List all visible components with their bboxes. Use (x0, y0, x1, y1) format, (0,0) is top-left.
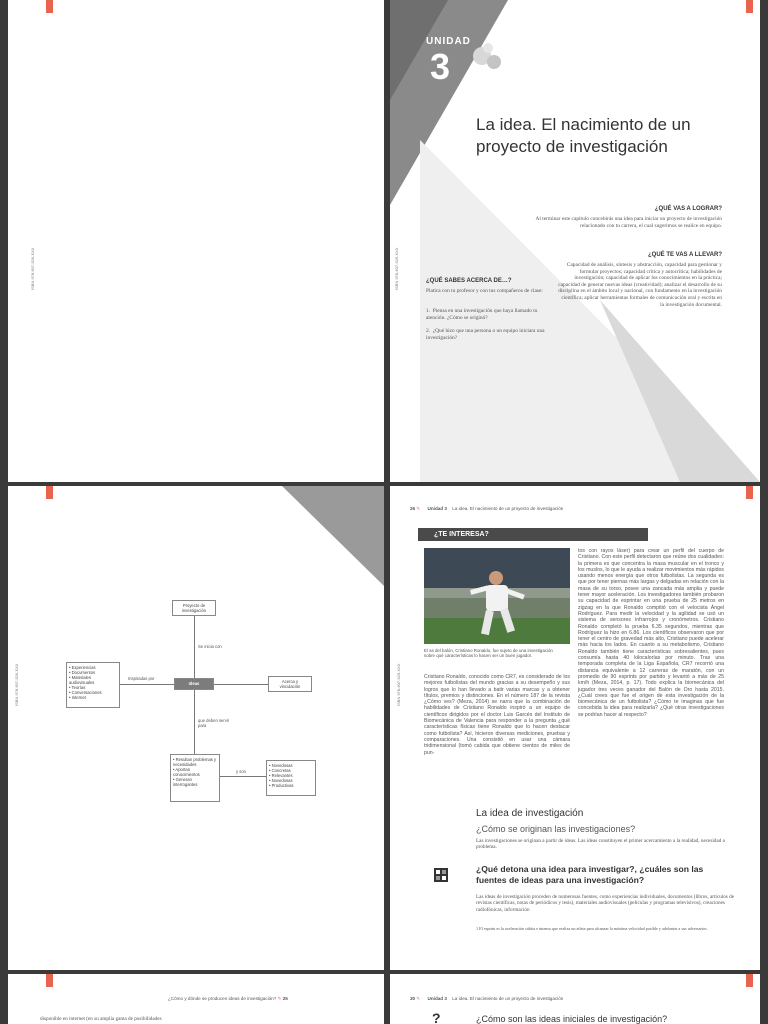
flow-label-inicia: Se inicia con (198, 644, 222, 649)
flow-line (220, 776, 266, 777)
flow-line (214, 684, 268, 685)
content-page-25 (8, 974, 384, 1024)
flow-box-qualities: • Novedosas • Concretas • Relevantes • Novedosas • Productivas (266, 760, 316, 796)
flow-box-sources: • Experiencias • Documentos • Materiales audiovisuales • Teorías • Conversaciones • Internet (66, 662, 120, 708)
blank-page (8, 0, 384, 482)
question-1-text: Piensa en una investigación que haya llamado tu atención. ¿Cómo se originó? (426, 308, 538, 321)
flow-label-sirven: que deben servir para (198, 718, 230, 728)
que-sabes-text: Platica con tu profesor y con tus compañeros de clase: (426, 288, 543, 294)
que-vas-heading: ¿QUÉ VAS A LOGRAR? (654, 206, 722, 212)
page-number: 30 (410, 996, 416, 1001)
header-title: ¿Cómo y dónde se producen ideas de investigación? (168, 996, 277, 1001)
side-code: ISBN 978-607-526-XXX (30, 247, 35, 290)
bookmark-ribbon (46, 0, 53, 13)
article-column-2: tos con rayos láser) para crear un perfil del cuerpo de Cristiano. Con este perfil detectaron que reúne dos cualidades: la primera es que concentra la masa muscular en el tronco y los muslos, lo que le ayuda a realizar movimientos más rápidos usando menos energía que otros futbolistas. La segunda es que por tener piernas más largas y delgadas en relación con la masa de su torso, posee una zancada más amplia y puede tener mayor aceleración. Los investigadores también probaron su capacidad de esprintar en una prueba de 25 metros en zigzag en la que Ronaldo compitió con el velocista Ángel Rodríguez. Para medir la velocidad y la agilidad se usó un sistema de sensores infrarrojos y cronómetros. Cristiano Ronaldo completó la prueba 6.35 segundos, mientras que Rodríguez la hizo en 6.86. Los científicos observaron que por tener el centro de gravedad más alto, Cristiano puede acelerar más hacia los lados. En cuanto a su metabolismo, Cristiano Ronaldo también tiene características sobresalientes, pues consumía hasta 40 kilocalorías por minuto. Tras una temporada completa de la Liga Española, CR7 recorrió una distancia equivalente a 12 carreras de maratón, con un promedio de 90 esprints por partido y levantó a más de 25 km/h (Meza, 2014, p. 17). Todo explica la biomecánica del jugador tres veces ganador del Balón de Oro hasta 2015. ¿Cuál crees que fue el origen de esta investigación de la biomecánica de un futbolista? ¿Cómo te imaginas que fue concebida la idea para realizarla? ¿Qué otras investigaciones se podrían hacer al respecto? (578, 548, 724, 718)
page-number: 25 (282, 996, 288, 1001)
concept-map-page (8, 486, 384, 970)
section-title: La idea de investigación (476, 808, 584, 819)
content-page-30 (390, 974, 760, 1024)
photo-caption: El as del balón, Cristiano Ronaldo, fue sujeto de una investigación sobre qué características lo hacen ser un buen jugador. (424, 648, 553, 659)
side-code: ISBN 978-607-526-XXX (14, 663, 19, 706)
question-2-text: ¿Qué hizo que una persona o un equipo iniciara una investigación? (426, 328, 545, 341)
footnote: 1 El esprint es la aceleración súbita e intensa que realiza un atleta para alcanzar la máxima velocidad posible y adelantar a sus adversarios. (476, 926, 708, 931)
flow-box-ideas: Ideas (174, 678, 214, 690)
section-subtitle: ¿Cómo se originan las investigaciones? (476, 824, 636, 834)
flow-box-purposes: • Resultan problemas y necesidades • Aportan conocimientos • Generan interrogantes (170, 754, 220, 802)
side-code: ISBN 978-607-526-XXX (396, 663, 401, 706)
puzzle-icon (434, 868, 448, 882)
flow-label-y: y son (236, 769, 247, 774)
section-paragraph: Las investigaciones se originan a partir de ideas. Las ideas constituyen el primer acercamiento a la realidad, necesidad o problema. (476, 838, 726, 851)
body-line: disponible en internet (en su amplia gama de posibilidades (40, 1016, 162, 1022)
unit-label: UNIDAD (426, 36, 471, 47)
question-title: ¿Qué detona una idea para investigar?, ¿cuáles son las fuentes de ideas para una investigación? (476, 864, 704, 885)
help-icon: ? (432, 1010, 441, 1024)
unit-ref: Unidad 3 (427, 996, 447, 1001)
que-te-heading: ¿QUÉ TE VAS A LLEVAR? (647, 252, 722, 258)
bookmark-ribbon (746, 0, 753, 13)
bookmark-ribbon (46, 974, 53, 987)
running-header: 30 ✎ Unidad 3 La idea. El nacimiento de un proyecto de investigación (410, 996, 564, 1001)
question-paragraph: Las ideas de investigación proceden de numerosas fuentes, como experiencias individuales, documentos (libros, artículos de revistas científicas, notas de periódicos y tesis), materiales audiovisuales (películas y programas televisivos), creaciones radiofónicas, información (476, 894, 734, 913)
flow-line (194, 616, 195, 678)
flow-line (120, 684, 174, 685)
bookmark-ribbon (746, 974, 753, 987)
unit-number: 3 (430, 46, 451, 87)
question-1: 1. Piensa en una investigación que haya llamado tu atención. ¿Cómo se originó? (426, 308, 538, 321)
unit-ref: Unidad 3 (427, 506, 447, 511)
corner-triangle (8, 486, 384, 970)
que-vas-text: Al terminar este capítulo concebirás una idea para iniciar un proyecto de investigación relacionado con tu carrera, el cual sugerimos se realice en equipo. (535, 216, 722, 229)
flow-label-inspiradas: Inspiradas por (128, 676, 155, 681)
que-sabes-heading: ¿QUÉ SABES ACERCA DE…? (426, 278, 512, 284)
running-header: 26 ✎ Unidad 3 La idea. El nacimiento de un proyecto de investigación (410, 506, 564, 511)
flow-box-project: Proyecto de investigación (172, 600, 216, 616)
running-header: ¿Cómo y dónde se producen ideas de investigación? ✎ 25 (168, 996, 288, 1001)
unit-opener-page (390, 0, 760, 482)
flow-line (194, 690, 195, 754)
side-code: ISBN 978-607-526-XXX (394, 247, 399, 290)
article-column-1: Cristiano Ronaldo, conocido como CR7, es considerado de los mejores futbolistas del mundo gracias a su desempeño y sus logros que lo han llevado a batir varias marcas y a obtener títulos, premios y distinciones. En el número 187 de la revista ¿Cómo ves? (Meza, 2014) se narra que la combinación de habilidades de Cristiano Ronaldo inspiró a un equipo de científicos dirigidos por el doctor Luis Garcés del Instituto de Biomecánica de Valencia para responder a la pregunta ¿qué características físicas tiene Ronaldo que lo hacen destacar como futbolista? Así, hicieron diversas mediciones, pruebas y comparaciones. Una consistió en usar una cámara tridimensional (tomó cabida que obtiene cientos de miles de pun- (424, 674, 570, 756)
header-title: La idea. El nacimiento de un proyecto de investigación (452, 506, 564, 511)
que-te-text: Capacidad de análisis, síntesis y abstracción, capacidad para gestionar y formular proyectos; capacidad crítica y autocrítica; habilidades de investigación; capacidad de aplicar los conocimientos en la práctica; capacidad de generar nuevas ideas (creatividad); analizar el desarrollo de su disciplina en el ámbito local y nacional, con fundamento en la investigación científica; aplicar herramientas formales de comunicación oral y escrita en la investigación documental. (558, 262, 722, 308)
bookmark-ribbon (746, 486, 753, 499)
soccer-player-photo (424, 548, 570, 644)
section-bar: ¿TE INTERESA? (418, 528, 648, 541)
section-heading: ¿Cómo son las ideas iniciales de investigación? (476, 1014, 668, 1024)
page-number: 26 (410, 506, 416, 511)
unit-title: La idea. El nacimiento de un proyecto de investigación (476, 115, 691, 156)
question-2: 2. ¿Qué hizo que una persona o un equipo iniciara una investigación? (426, 328, 545, 341)
header-title: La idea. El nacimiento de un proyecto de investigación (452, 996, 564, 1001)
content-page-26 (390, 486, 760, 970)
flow-box-right: Acerca y vinculación (268, 676, 312, 692)
